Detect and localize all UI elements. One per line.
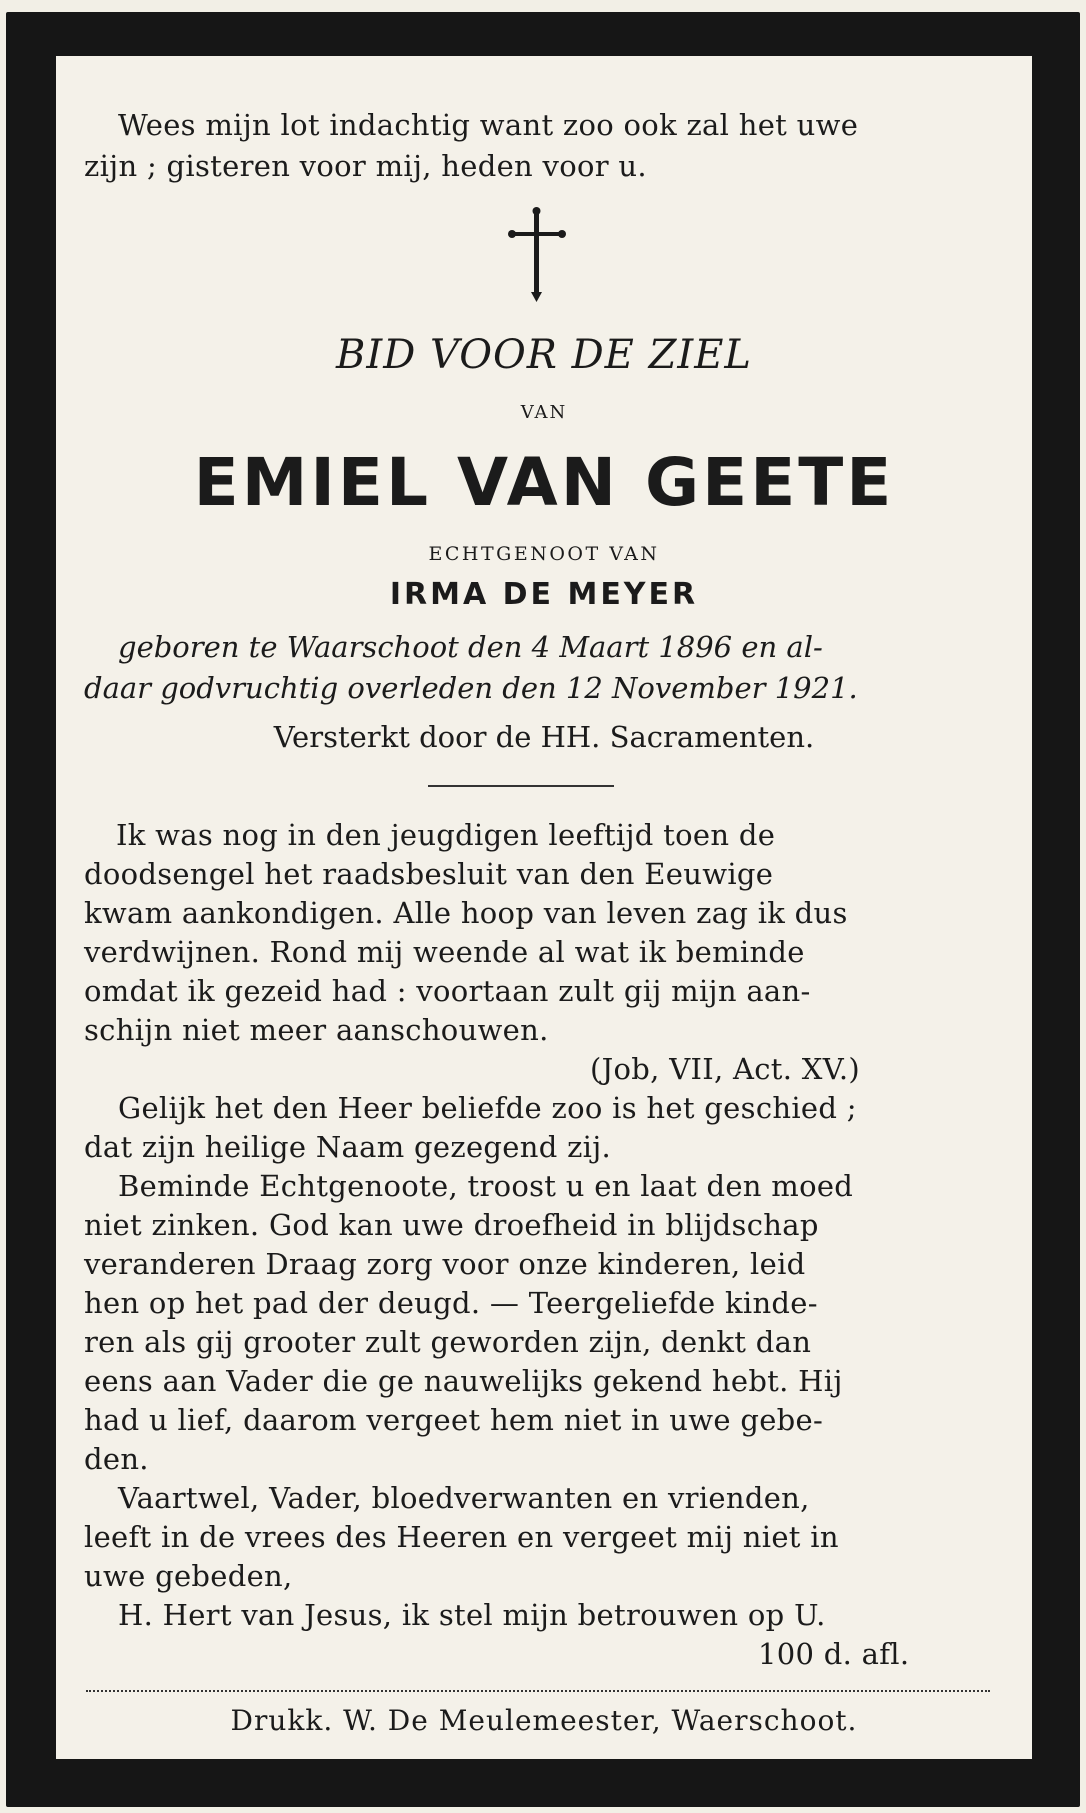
- spouse-name: IRMA DE MEYER: [389, 577, 699, 612]
- dates-line-2: daar godvruchtig overleden den 12 November 1921.: [84, 671, 858, 705]
- prayer-line: H. Hert van Jesus, ik stel mijn betrouwen op U.: [118, 1598, 826, 1632]
- deceased-name: EMIEL VAN GEETE: [193, 444, 895, 521]
- printer-credit: Drukk. W. De Meulemeester, Waerschoot.: [230, 1704, 858, 1737]
- body-line: Vaartwel, Vader, bloedverwanten en vrienden,: [118, 1481, 810, 1515]
- body-line: verdwijnen. Rond mij weende al wat ik beminde: [84, 935, 805, 969]
- epigraph-line-2: zijn ; gisteren voor mij, heden voor u.: [84, 149, 647, 183]
- spouse-label: ECHTGENOOT VAN: [428, 543, 660, 565]
- body-line: Ik was nog in den jeugdigen leeftijd toen de: [116, 818, 776, 852]
- pray-heading: BID VOOR DE ZIEL: [336, 332, 752, 378]
- indulgence-note: 100 d. afl.: [758, 1637, 910, 1671]
- body-line: schijn niet meer aanschouwen.: [84, 1013, 549, 1047]
- dotted-divider: [86, 1690, 990, 1692]
- body-line: Beminde Echtgenoote, troost u en laat den moed: [118, 1169, 854, 1203]
- body-line: dat zijn heilige Naam gezegend zij.: [84, 1130, 612, 1164]
- body-line: hen op het pad der deugd. — Teergeliefde kinde-: [84, 1286, 818, 1320]
- body-line: doodsengel het raadsbesluit van den Eeuwige: [84, 857, 774, 891]
- scripture-reference: (Job, VII, Act. XV.): [590, 1052, 861, 1086]
- body-line: veranderen Draag zorg voor onze kinderen, leid: [84, 1247, 806, 1281]
- body-line: den.: [84, 1442, 149, 1476]
- body-line: niet zinken. God kan uwe droefheid in blijdschap: [84, 1208, 819, 1242]
- card-paper: [56, 56, 1032, 1759]
- cross-icon: [507, 206, 567, 306]
- sacraments-line: Versterkt door de HH. Sacramenten.: [273, 720, 815, 754]
- of-label: VAN: [520, 402, 568, 423]
- body-line: eens aan Vader die ge nauwelijks gekend hebt. Hij: [84, 1364, 843, 1398]
- divider-rule: [428, 785, 614, 787]
- body-line: had u lief, daarom vergeet hem niet in uwe gebe-: [84, 1403, 824, 1437]
- epigraph-line-1: Wees mijn lot indachtig want zoo ook zal het uwe: [118, 108, 859, 142]
- body-line: ren als gij grooter zult geworden zijn, denkt dan: [84, 1325, 812, 1359]
- body-line: leeft in de vrees des Heeren en vergeet mij niet in: [84, 1520, 839, 1554]
- body-line: kwam aankondigen. Alle hoop van leven zag ik dus: [84, 896, 848, 930]
- body-line: uwe gebeden,: [84, 1559, 293, 1593]
- body-line: Gelijk het den Heer beliefde zoo is het geschied ;: [118, 1091, 857, 1125]
- body-line: omdat ik gezeid had : voortaan zult gij mijn aan-: [84, 974, 811, 1008]
- dates-line-1: geboren te Waarschoot den 4 Maart 1896 en al-: [118, 630, 823, 664]
- memorial-card: [6, 12, 1080, 1807]
